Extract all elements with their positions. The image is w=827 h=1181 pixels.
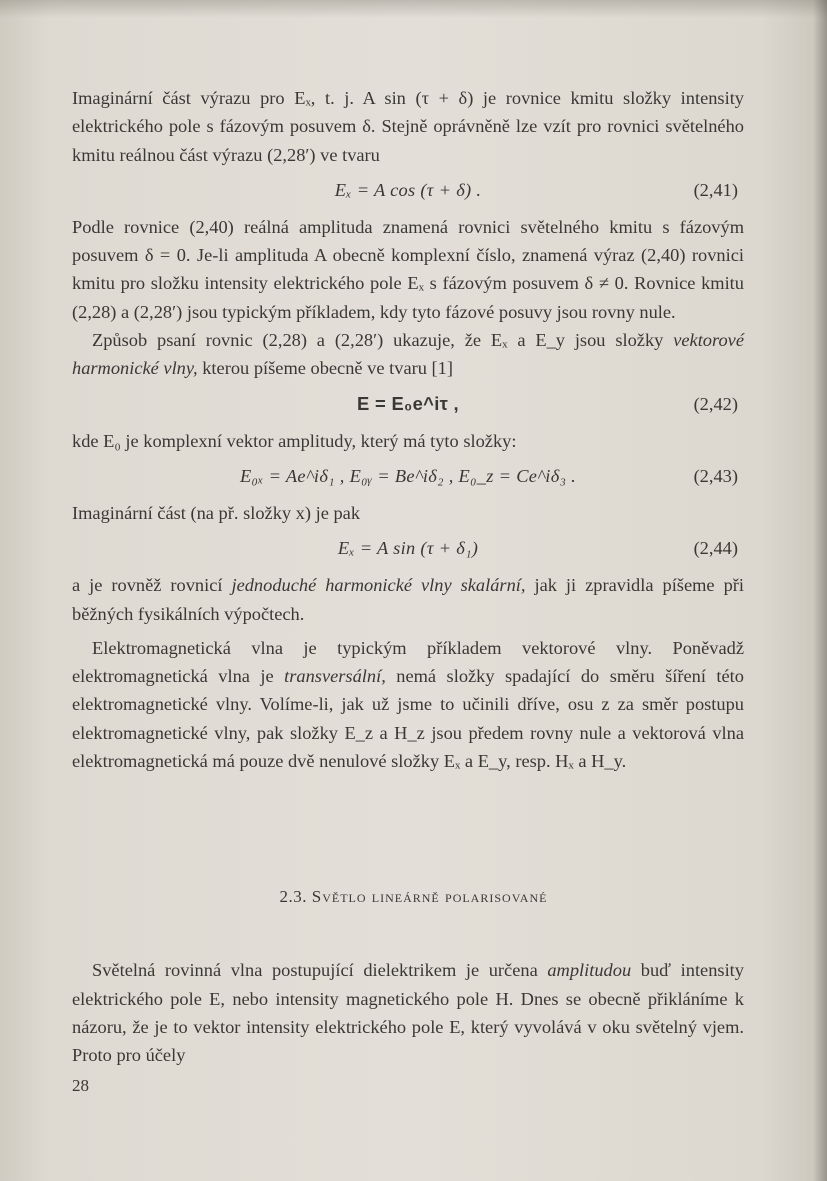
section-title: Světlo lineárně polarisované <box>311 887 548 906</box>
page-number: 28 <box>72 1076 89 1095</box>
paragraph-8-term: amplitudou <box>547 960 632 981</box>
equation-formula: Eₓ = A sin (τ + δ₁) <box>337 538 479 559</box>
body-text <box>72 84 744 775</box>
page-edge-shadow <box>813 0 827 1181</box>
paragraph-6-end: jak ji zpravidla píšeme při běžných fysikálních výpočtech. <box>72 575 745 624</box>
paragraph-3-end: kterou píšeme obecně ve tvaru [1] <box>197 358 453 379</box>
equation-formula: Eₓ = A cos (τ + δ) . <box>334 179 482 200</box>
equation-number: (2,43) <box>693 465 738 486</box>
paragraph-6-text: a je rovněž rovnicí <box>72 575 232 596</box>
equation-number: (2,42) <box>693 393 738 414</box>
paragraph-4: kde E₀ je komplexní vektor amplitudy, který má tyto složky: <box>72 430 517 451</box>
paragraph-3-text: Způsob psaní rovnic (2,28) a (2,28′) ukazuje, že Eₓ a E_y jsou složky <box>92 330 674 351</box>
section-body <box>72 938 744 1088</box>
section-number: 2.3. <box>279 887 307 906</box>
paragraph-5: Imaginární část (na př. složky x) je pak <box>72 502 361 523</box>
paragraph-3 <box>72 326 744 383</box>
paragraph-6-term: jednoduché harmonické vlny skalární, <box>231 575 526 596</box>
equation-2-41 <box>72 169 744 213</box>
equation-formula: E₀ₓ = Ae^iδ₁ , E₀ᵧ = Be^iδ₂ , E₀_z = Ce^iδ₃ . <box>239 465 577 486</box>
paragraph-6 <box>72 571 744 628</box>
equation-2-42 <box>72 383 744 427</box>
paragraph-2: Podle rovnice (2,40) reálná amplituda znamená rovnici světelného kmitu s fázovým posuvem δ = 0. Je-li amplituda A obecně komplexní číslo, znamená výraz (2,40) rovnici kmitu pro složku intensity elektrického pole Eₓ s fázovým posuvem δ ≠ 0. Rovnice kmitu (2,28) a (2,28′) jsou typickým příkladem, kdy tyto fázové posuvy jsou rovny nule. <box>72 216 744 322</box>
paragraph-1: Imaginární část výrazu pro Eₓ, t. j. A sin (τ + δ) je rovnice kmitu složky intensity elektrického pole s fázovým posuvem δ. Stejně oprávněně lze vzít pro rovnici světelného kmitu reálnou část výrazu (2,28′) ve tvaru <box>72 88 744 165</box>
section-heading <box>0 887 827 907</box>
paragraph-3-term: vektorové harmonické vlny, <box>72 330 744 379</box>
paragraph-8-end: buď intensity elektrického pole E, nebo intensity magnetického pole H. Dnes se obecně přikláníme k názoru, že je to vektor intensity elektrického pole E, který vyvolává v oku světelný vjem. Proto pro účely <box>72 960 744 1066</box>
equation-2-43 <box>72 455 744 499</box>
equation-formula-text: E = E₀e^iτ , <box>357 392 459 414</box>
equation-number: (2,41) <box>693 179 738 200</box>
paragraph-7 <box>72 634 744 775</box>
paragraph-8-text: Světelná rovinná vlna postupující dielektrikem je určena <box>92 960 548 981</box>
top-shadow <box>0 0 827 18</box>
equation-2-44 <box>72 527 744 571</box>
paragraph-7-text: Elektromagnetická vlna je typickým příkladem vektorové vlny. Poněvadž elektromagnetická vlna je <box>72 637 744 687</box>
equation-number: (2,44) <box>693 538 738 559</box>
paragraph-7-term: transversální, <box>284 666 386 687</box>
equation-formula <box>72 390 744 418</box>
paragraph-7-end: nemá složky spadající do směru šíření této elektromagnetické vlny. Volíme-li, jak už jsme to učinili dříve, osu z za směr postupu elektromagnetické vlny, pak složky E_z a H_z jsou předem rovny nule a vektorová vlna elektromagnetická má pouze dvě nenulové složky Eₓ a E_y, resp. Hₓ a H_y. <box>72 666 744 772</box>
paragraph-8 <box>72 956 744 1069</box>
